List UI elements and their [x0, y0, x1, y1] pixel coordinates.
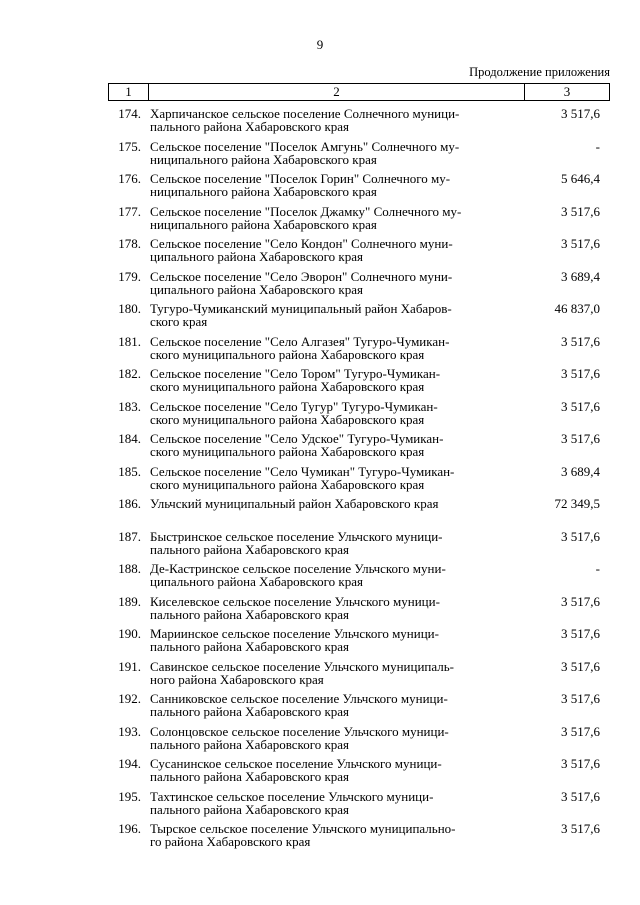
row-number: 179. — [118, 268, 141, 284]
row-value: 46 837,0 — [554, 301, 600, 316]
table-row — [108, 270, 610, 303]
row-name: Сельское поселение "Поселок Джамку" Солнечного му- ниципального района Хабаровского края — [150, 203, 462, 232]
row-name: Сельское поселение "Село Алгазея" Тугуро-Чумикан- ского муниципального района Хабаровского края — [150, 333, 450, 362]
row-value: 3 517,6 — [561, 236, 600, 251]
table-row — [108, 237, 610, 270]
row-number: 183. — [118, 398, 141, 414]
row-number: 176. — [118, 171, 141, 186]
row-value: 3 689,4 — [561, 268, 600, 284]
row-name: Тугуро-Чумиканский муниципальный район Хабаров- ского края — [150, 301, 452, 329]
row-number: 184. — [118, 431, 141, 446]
row-value: 3 517,6 — [561, 106, 600, 121]
row-number: 190. — [118, 626, 141, 641]
row-value: 3 517,6 — [561, 626, 600, 641]
row-name: Сельское поселение "Поселок Горин" Солнечного му- ниципального района Хабаровского края — [150, 171, 451, 199]
row-value: 3 517,6 — [561, 756, 600, 771]
row-number: 189. — [118, 593, 141, 609]
row-name: Мариинское сельское поселение Ульчского муници- пального района Хабаровского края — [150, 626, 439, 654]
row-number: 194. — [118, 756, 141, 771]
row-number: 181. — [118, 333, 141, 349]
row-name: Харпичанское сельское поселение Солнечного муници- пального района Хабаровского края — [150, 106, 460, 134]
row-name: Сельское поселение "Село Кондон" Солнечного муни- ципального района Хабаровского края — [150, 236, 453, 264]
row-name: Савинское сельское поселение Ульчского муниципаль- ного района Хабаровского края — [150, 658, 455, 687]
row-number: 187. — [118, 528, 141, 544]
row-value: 3 517,6 — [561, 593, 600, 609]
row-number: 180. — [118, 301, 141, 316]
table-row — [108, 140, 610, 173]
column-header-2: 2 — [149, 84, 525, 100]
row-value: 72 349,5 — [554, 496, 600, 511]
row-number: 188. — [118, 561, 141, 576]
row-value: 3 517,6 — [561, 821, 600, 836]
table-row — [108, 530, 610, 563]
table-row — [108, 822, 610, 855]
row-number: 182. — [118, 366, 141, 381]
row-number: 175. — [118, 138, 141, 154]
column-header-3: 3 — [563, 84, 571, 99]
row-name: Тырское сельское поселение Ульчского муниципально- го района Хабаровского края — [150, 821, 456, 849]
row-name: Сусанинское сельское поселение Ульчского муници- пального района Хабаровского края — [150, 756, 442, 784]
row-value: 3 517,6 — [561, 691, 600, 706]
row-value: 3 517,6 — [561, 658, 600, 674]
row-value: 3 517,6 — [561, 788, 600, 804]
row-name: Сельское поселение "Поселок Амгунь" Солнечного му- ниципального района Хабаровского края — [150, 138, 460, 167]
page-number: 9 — [316, 37, 324, 52]
table-row — [108, 595, 610, 628]
table-row — [108, 205, 610, 238]
row-number: 177. — [118, 203, 141, 219]
table-row — [108, 367, 610, 400]
table-header — [108, 83, 610, 101]
row-value: 3 517,6 — [561, 431, 600, 446]
table-row — [108, 465, 610, 498]
row-value: - — [595, 138, 600, 154]
row-value: 5 646,4 — [561, 171, 600, 186]
row-value: 3 517,6 — [561, 203, 600, 219]
continuation-label: Продолжение приложения — [469, 65, 610, 79]
table-row — [108, 692, 610, 725]
row-value: 3 517,6 — [561, 333, 600, 349]
row-name: Тахтинское сельское поселение Ульчского муници- пального района Хабаровского края — [150, 788, 434, 817]
table-row — [108, 172, 610, 205]
table-row — [108, 562, 610, 595]
table-row — [108, 400, 610, 433]
table-row — [108, 660, 610, 693]
table-row — [108, 725, 610, 758]
row-name: Сельское поселение "Село Чумикан" Тугуро-Чумикан- ского муниципального района Хабаровского края — [150, 463, 455, 492]
row-number: 178. — [118, 236, 141, 251]
table-row — [108, 757, 610, 790]
row-number: 186. — [118, 496, 141, 511]
row-name: Сельское поселение "Село Удское" Тугуро-Чумикан- ского муниципального района Хабаровского края — [150, 431, 444, 459]
row-name: Солонцовское сельское поселение Ульчского муници- пального района Хабаровского края — [150, 723, 449, 752]
row-number: 192. — [118, 691, 141, 706]
row-number: 185. — [118, 463, 141, 479]
row-value: 3 517,6 — [561, 723, 600, 739]
row-name: Сельское поселение "Село Эворон" Солнечного муни- ципального района Хабаровского края — [150, 268, 453, 297]
row-value: 3 689,4 — [561, 463, 600, 479]
table-body — [108, 107, 610, 855]
row-value: - — [595, 561, 600, 576]
column-header-1: 1 — [109, 84, 149, 100]
table-row — [108, 790, 610, 823]
table-row — [108, 627, 610, 660]
row-number: 191. — [118, 658, 141, 674]
row-name: Де-Кастринское сельское поселение Ульчского муни- ципального района Хабаровского края — [150, 561, 446, 589]
row-number: 193. — [118, 723, 141, 739]
row-name: Сельское поселение "Село Тором" Тугуро-Чумикан- ского муниципального района Хабаровского края — [150, 366, 441, 394]
row-name: Быстринское сельское поселение Ульчского муници- пального района Хабаровского края — [150, 528, 443, 557]
row-name: Киселевское сельское поселение Ульчского муници- пального района Хабаровского края — [150, 593, 440, 622]
table-row — [108, 432, 610, 465]
row-number: 174. — [118, 106, 141, 121]
row-value: 3 517,6 — [561, 398, 600, 414]
row-name: Сельское поселение "Село Тугур" Тугуро-Чумикан- ского муниципального района Хабаровского края — [150, 398, 438, 427]
table-row — [108, 302, 610, 335]
row-number: 196. — [118, 821, 141, 836]
row-value: 3 517,6 — [561, 366, 600, 381]
table-row — [108, 107, 610, 140]
row-number: 195. — [118, 788, 141, 804]
row-value: 3 517,6 — [561, 528, 600, 544]
row-name: Санниковское сельское поселение Ульчского муници- пального района Хабаровского края — [150, 691, 448, 719]
row-name: Ульчский муниципальный район Хабаровского края — [150, 496, 439, 511]
table-row — [108, 497, 610, 530]
table-row — [108, 335, 610, 368]
